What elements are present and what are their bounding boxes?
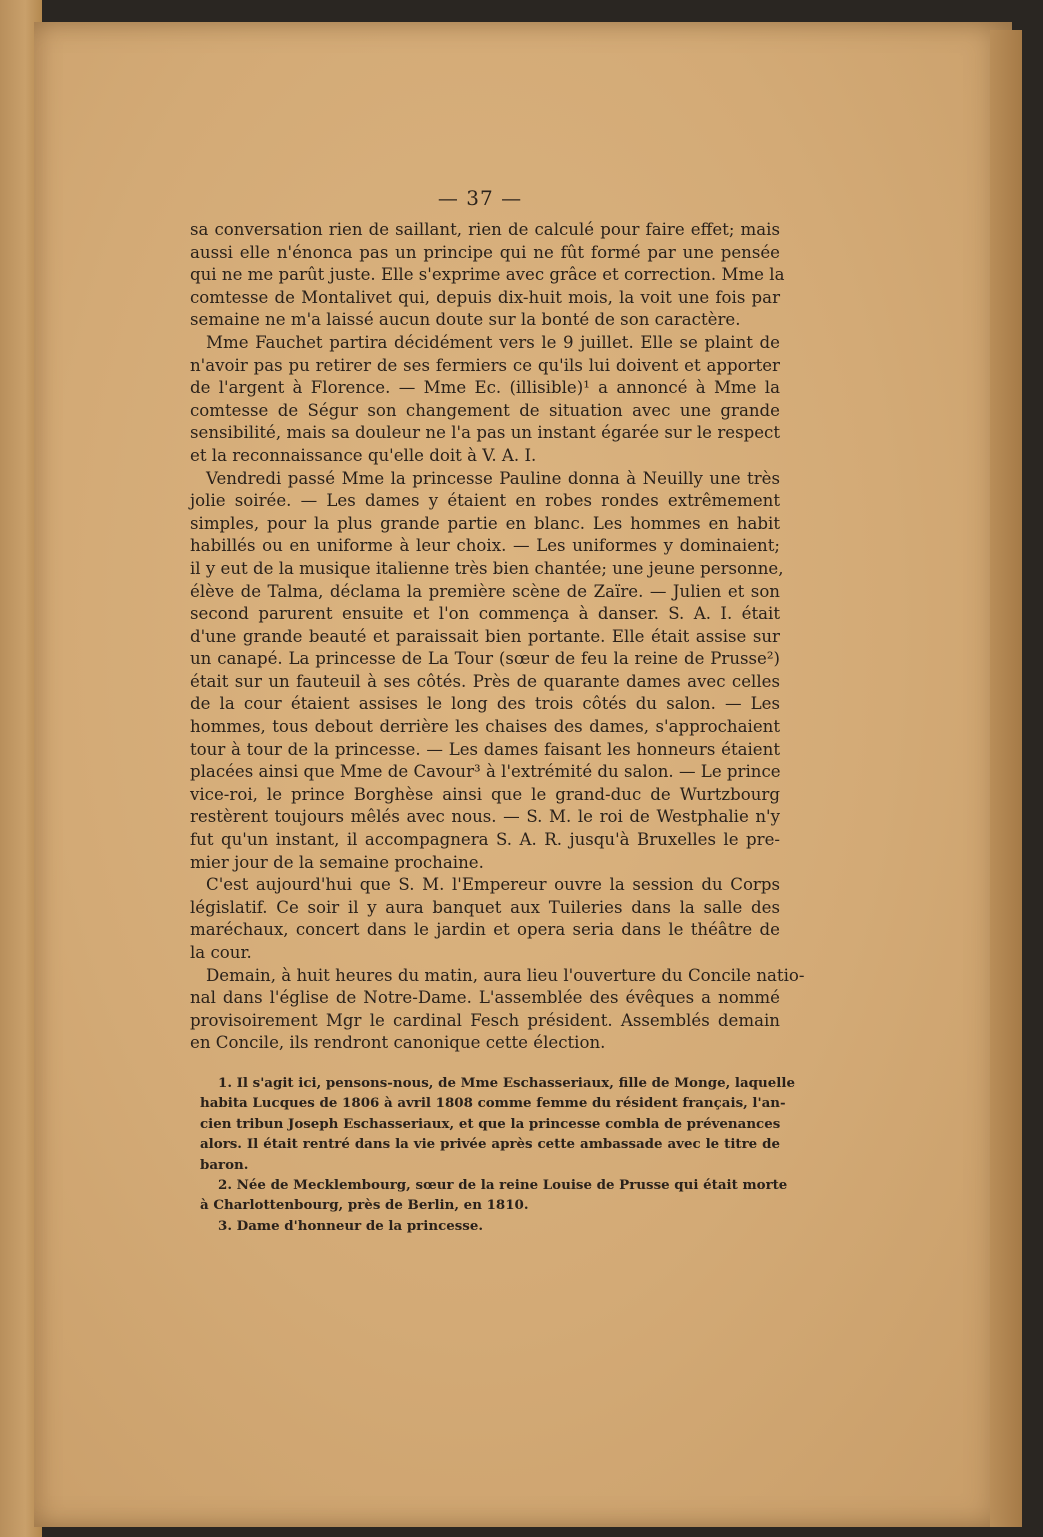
footnotes xyxy=(200,1073,795,1236)
text-line: maréchaux, concert dans le jardin et opera seria dans le théâtre de xyxy=(190,920,780,940)
text-line: second parurent ensuite et l'on commença à danser. S. A. I. était xyxy=(190,604,780,624)
text-line: en Concile, ils rendront canonique cette élection. xyxy=(190,1033,606,1053)
footnote-line: à Charlottenbourg, près de Berlin, en 1810. xyxy=(200,1197,529,1214)
footnote-line: baron. xyxy=(200,1156,249,1173)
text-line: sa conversation rien de saillant, rien de calculé pour faire effet; mais xyxy=(190,220,780,239)
footnote-line: 2. Née de Mecklembourg, sœur de la reine Louise de Prusse qui était morte xyxy=(218,1177,788,1194)
text-line: et la reconnaissance qu'elle doit à V. A. I. xyxy=(190,445,537,465)
text-line: était sur un fauteuil à ses côtés. Près de quarante dames avec celles xyxy=(190,671,780,691)
text-line: Vendredi passé Mme la princesse Pauline donna à Neuilly une très xyxy=(206,468,780,488)
text-line: C'est aujourd'hui que S. M. l'Empereur ouvre la session du Corps xyxy=(206,875,780,895)
text-line: habillés ou en uniforme à leur choix. — Les uniformes y dominaient; xyxy=(190,536,780,556)
main-text xyxy=(190,219,805,1055)
text-line: restèrent toujours mêlés avec nous. — S. M. le roi de Westphalie n'y xyxy=(190,807,780,827)
footnote-line: cien tribun Joseph Eschasseriaux, et que la princesse combla de prévenances xyxy=(200,1115,781,1132)
text-line: nal dans l'église de Notre-Dame. L'assemblée des évêques a nommé xyxy=(190,988,780,1008)
text-line: provisoirement Mgr le cardinal Fesch président. Assemblés demain xyxy=(190,1010,780,1030)
text-line: sensibilité, mais sa douleur ne l'a pas un instant égarée sur le respect xyxy=(190,423,780,443)
text-line: d'une grande beauté et paraissait bien portante. Elle était assise sur xyxy=(190,626,780,646)
text-line: jolie soirée. — Les dames y étaient en robes rondes extrêmement xyxy=(190,491,780,511)
text-line: il y eut de la musique italienne très bien chantée; une jeune personne, xyxy=(190,558,784,578)
footnote-line: 3. Dame d'honneur de la princesse. xyxy=(218,1217,483,1234)
text-line: législatif. Ce soir il y aura banquet aux Tuileries dans la salle des xyxy=(190,897,780,917)
text-line: comtesse de Montalivet qui, depuis dix-huit mois, la voit une fois par xyxy=(190,287,780,307)
text-line: qui ne me parût juste. Elle s'exprime avec grâce et correction. Mme la xyxy=(190,265,785,285)
text-line: mier jour de la semaine prochaine. xyxy=(190,852,484,872)
footnote-line: 1. Il s'agit ici, pensons-nous, de Mme Eschasseriaux, fille de Monge, laquelle xyxy=(218,1075,795,1091)
text-line: de la cour étaient assises le long des trois côtés du salon. — Les xyxy=(190,694,780,714)
text-line: la cour. xyxy=(190,943,252,962)
text-line: n'avoir pas pu retirer de ses fermiers ce qu'ils lui doivent et apporter xyxy=(190,355,780,375)
text-line: Mme Fauchet partira décidément vers le 9 juillet. Elle se plaint de xyxy=(206,332,780,352)
text-line: un canapé. La princesse de La Tour (sœur de feu la reine de Prusse²) xyxy=(190,649,780,669)
page-stack-edge xyxy=(990,30,1022,1527)
text-line: élève de Talma, déclama la première scène de Zaïre. — Julien et son xyxy=(190,581,780,601)
text-line: fut qu'un instant, il accompagnera S. A. R. jusqu'à Bruxelles le pre- xyxy=(190,830,780,850)
text-line: Demain, à huit heures du matin, aura lieu l'ouverture du Concile natio- xyxy=(206,965,805,985)
text-line: tour à tour de la princesse. — Les dames faisant les honneurs étaient xyxy=(190,739,780,759)
text-line: aussi elle n'énonca pas un principe qui ne fût formé par une pensée xyxy=(190,242,780,262)
page-number: — 37 — xyxy=(437,186,523,210)
text-line: vice-roi, le prince Borghèse ainsi que le grand-duc de Wurtzbourg xyxy=(190,784,780,804)
text-line: placées ainsi que Mme de Cavour³ à l'extrémité du salon. — Le prince xyxy=(190,762,781,782)
footnote-line: habita Lucques de 1806 à avril 1808 comme femme du résident français, l'an- xyxy=(200,1095,786,1112)
text-line: semaine ne m'a laissé aucun doute sur la bonté de son caractère. xyxy=(190,310,741,330)
text-line: comtesse de Ségur son changement de situation avec une grande xyxy=(190,400,780,420)
text-line: de l'argent à Florence. — Mme Ec. (illisible)¹ a annoncé à Mme la xyxy=(190,378,780,398)
footnote-line: alors. Il était rentré dans la vie privée après cette ambassade avec le titre de xyxy=(200,1136,780,1153)
text-line: simples, pour la plus grande partie en blanc. Les hommes en habit xyxy=(190,513,780,533)
text-line: hommes, tous debout derrière les chaises des dames, s'approchaient xyxy=(190,717,780,737)
